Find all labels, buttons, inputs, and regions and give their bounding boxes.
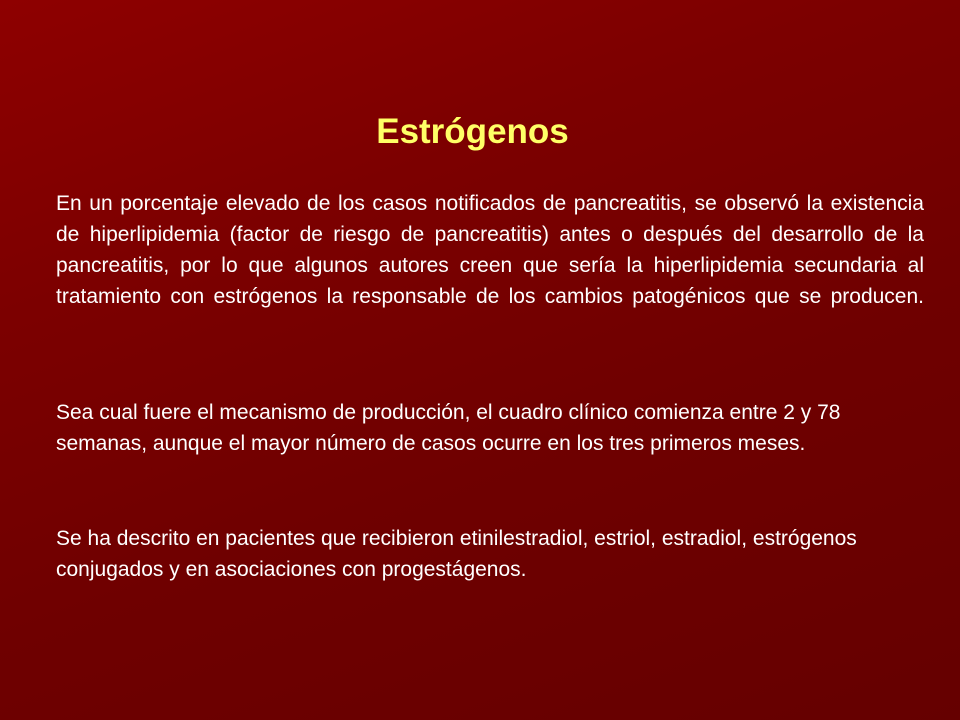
paragraph-onset: Sea cual fuere el mecanismo de producción, el cuadro clínico comienza entre 2 y 78 semanas, aunque el mayor número de casos ocurre en los tres primeros meses. bbox=[56, 401, 841, 455]
paragraph-agents: Se ha descrito en pacientes que recibieron etinilestradiol, estriol, estradiol, estrógenos conjugados y en asociaciones con progestágenos. bbox=[56, 527, 857, 581]
paragraph-hyperlipidemia: En un porcentaje elevado de los casos notificados de pancreatitis, se observó la existencia de hiperlipidemia (factor de riesgo de pancreatitis) antes o después del desarrollo de la pancreatitis, por lo que algunos autores creen que sería la hiperlipidemia secundaria al tratamiento con estrógenos la responsable de los cambios patogénicos que se producen. bbox=[56, 192, 924, 308]
slide-title: Estrógenos bbox=[376, 112, 569, 151]
